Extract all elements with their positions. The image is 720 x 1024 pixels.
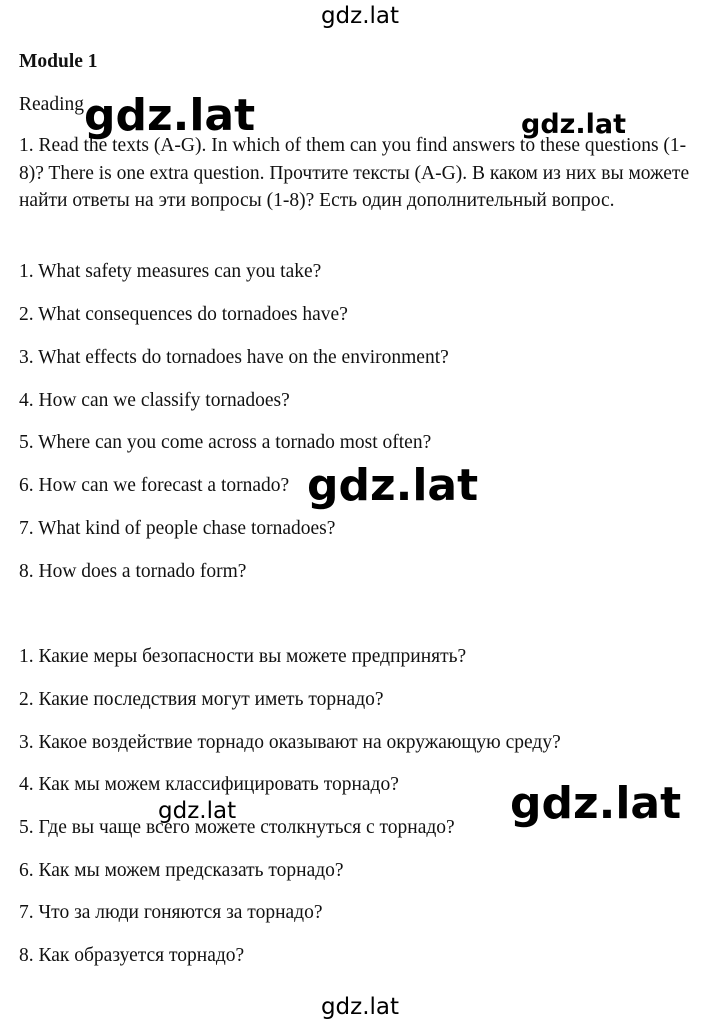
module-title: Module 1 xyxy=(19,51,98,72)
watermark-header: gdz.lat xyxy=(320,3,400,29)
question-ru-2: 2. Какие последствия могут иметь торнадо? xyxy=(19,689,384,710)
watermark-lower-right: gdz.lat xyxy=(510,778,682,829)
question-en-7: 7. What kind of people chase tornadoes? xyxy=(19,518,336,539)
question-ru-3: 3. Какое воздействие торнадо оказывают на окружающую среду? xyxy=(19,732,561,753)
section-label: Reading xyxy=(19,94,84,115)
question-en-5: 5. Where can you come across a tornado most often? xyxy=(19,432,432,453)
watermark-top-right: gdz.lat xyxy=(521,109,627,140)
watermark-lower-left: gdz.lat xyxy=(158,798,237,824)
instruction-text: 1. Read the texts (A-G). In which of them can you find answers to these questions (1-8)? There is one extra question. Прочтите тексты (A-G). В каком из них вы можете найти ответы на эти вопросы (1-8)? Есть один дополнительный вопрос. xyxy=(19,135,690,211)
question-en-6: 6. How can we forecast a tornado? xyxy=(19,475,290,496)
watermark-footer: gdz.lat xyxy=(320,994,400,1020)
question-ru-5: 5. Где вы чаще всего можете столкнуться с торнадо? xyxy=(19,817,455,838)
question-en-8: 8. How does a tornado form? xyxy=(19,561,247,582)
question-ru-8: 8. Как образуется торнадо? xyxy=(19,945,245,966)
question-ru-1: 1. Какие меры безопасности вы можете предпринять? xyxy=(19,646,467,667)
question-en-4: 4. How can we classify tornadoes? xyxy=(19,390,290,411)
watermark-top-left: gdz.lat xyxy=(84,90,256,141)
question-en-1: 1. What safety measures can you take? xyxy=(19,261,322,282)
question-en-3: 3. What effects do tornadoes have on the environment? xyxy=(19,347,449,368)
question-ru-6: 6. Как мы можем предсказать торнадо? xyxy=(19,860,344,881)
question-ru-4: 4. Как мы можем классифицировать торнадо? xyxy=(19,774,399,795)
watermark-middle: gdz.lat xyxy=(307,460,479,511)
question-ru-7: 7. Что за люди гоняются за торнадо? xyxy=(19,902,323,923)
question-en-2: 2. What consequences do tornadoes have? xyxy=(19,304,348,325)
